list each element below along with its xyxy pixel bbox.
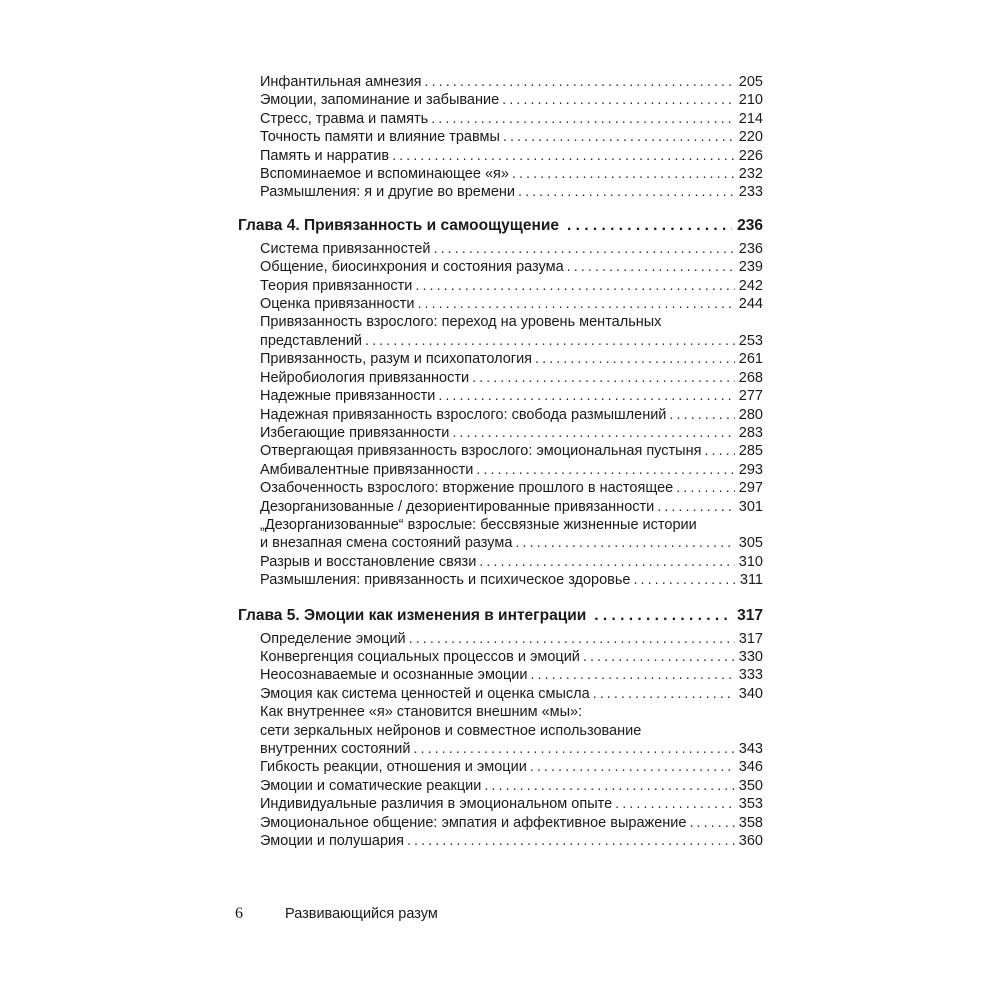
toc-entry-page: 285 [738, 443, 763, 460]
dot-leader [417, 295, 734, 313]
toc-entry-page: 242 [738, 277, 763, 294]
toc-entry-title: Отвергающая привязанность взрослого: эмоциональная пустыня [260, 443, 702, 460]
toc-entry-title: Оценка привязанности [260, 296, 415, 313]
toc-entry-title: Конвергенция социальных процессов и эмоций [260, 648, 580, 665]
toc-entry-page: 261 [738, 351, 763, 368]
toc-entry [238, 534, 763, 552]
toc-entry-title: Стресс, травма и память [260, 110, 429, 127]
dot-leader [407, 832, 735, 850]
toc-entry-page: 233 [738, 184, 763, 201]
toc-entry-page: 343 [738, 741, 763, 757]
dot-leader [431, 110, 735, 128]
dot-leader [476, 461, 734, 479]
toc-entry [238, 740, 763, 758]
toc-entry-page: 310 [738, 553, 763, 570]
dot-leader [593, 685, 735, 703]
toc-entry [238, 553, 763, 571]
toc-entry-title: Дезорганизованные / дезориентированные привязанности [260, 498, 655, 515]
toc-entry-page: 268 [738, 369, 763, 386]
dot-leader [669, 406, 734, 424]
dot-leader [583, 648, 735, 666]
chapter-title: Глава 4. Привязанность и самоощущение [238, 216, 559, 234]
dot-leader [479, 553, 735, 571]
toc-entry [238, 685, 763, 703]
dot-leader [512, 165, 735, 183]
dot-leader [409, 630, 735, 648]
toc-entry [238, 147, 763, 165]
toc-entry-title: Эмоции и полушария [260, 833, 404, 850]
toc-entry [238, 258, 763, 276]
running-title: Развивающийся разум [285, 906, 438, 922]
toc-entry-title: Эмоции и соматические реакции [260, 777, 482, 794]
dot-leader [518, 183, 735, 201]
dot-leader [530, 758, 735, 776]
dot-leader [365, 332, 735, 350]
toc-entry-title: Память и нарратив [260, 147, 390, 164]
toc-entry-title: Размышления: привязанность и психическое здоровье [260, 572, 631, 589]
dot-leader [425, 73, 735, 91]
toc-entry [238, 442, 763, 460]
toc-entry-title: Теория привязанности [260, 277, 413, 294]
toc-entry-title: Гибкость реакции, отношения и эмоции [260, 759, 527, 776]
toc-entry-title: внутренних состояний [260, 741, 411, 757]
toc-entry [238, 777, 763, 795]
toc-entry-page: 236 [738, 240, 763, 257]
toc-entry-page: 239 [738, 259, 763, 276]
page-number: 6 [235, 905, 243, 922]
toc-entry-page: 293 [738, 461, 763, 478]
toc-entry-title: Надежная привязанность взрослого: свобода размышлений [260, 406, 667, 423]
toc-entry-title: представлений [260, 332, 363, 349]
toc-entry [238, 128, 763, 146]
toc-entry-page: 311 [739, 572, 763, 589]
toc-entry [238, 424, 763, 442]
toc-entry-page: 253 [738, 332, 763, 349]
toc-entry-title: Размышления: я и другие во времени [260, 184, 516, 201]
toc-entry [238, 277, 763, 295]
dot-leader [535, 350, 735, 368]
toc-entry-page: 305 [738, 535, 763, 552]
toc-entry-line: Привязанность взрослого: переход на уровень ментальных [260, 314, 662, 331]
toc-entry [238, 814, 763, 832]
toc-entry [238, 666, 763, 684]
toc-entry-title: Вспоминаемое и вспоминающее «я» [260, 166, 509, 183]
chapter-heading [238, 216, 763, 236]
table-of-contents [238, 73, 763, 850]
toc-entry-title: Индивидуальные различия в эмоциональном опыте [260, 796, 613, 813]
toc-entry-title: Неосознаваемые и осознанные эмоции [260, 667, 528, 684]
dot-leader [567, 258, 735, 276]
toc-entry [238, 73, 763, 91]
toc-entry [238, 350, 763, 368]
toc-entry [238, 461, 763, 479]
dot-leader [413, 740, 734, 758]
dot-leader [392, 147, 735, 165]
toc-entry-title: Точность памяти и влияние травмы [260, 129, 500, 146]
toc-entry [238, 832, 763, 850]
toc-entry-title: Инфантильная амнезия [260, 74, 422, 90]
dot-leader [567, 216, 732, 236]
toc-entry [238, 387, 763, 405]
toc-entry-title: Надежные привязанности [260, 388, 436, 405]
toc-entry-page: 205 [738, 74, 763, 90]
dot-leader [452, 424, 734, 442]
toc-entry-title: Эмоции, запоминание и забывание [260, 92, 500, 109]
dot-leader [530, 666, 734, 684]
toc-entry-page: 280 [738, 406, 763, 423]
chapter-page: 236 [737, 216, 763, 234]
toc-entry-page: 283 [738, 424, 763, 441]
toc-entry-title: Система привязанностей [260, 240, 431, 257]
toc-entry-title: Разрыв и восстановление связи [260, 553, 477, 570]
toc-entry [238, 630, 763, 648]
dot-leader [502, 91, 735, 109]
toc-entry-page: 353 [738, 796, 763, 813]
chapter-page: 317 [737, 606, 763, 624]
toc-entry-page: 220 [738, 129, 763, 146]
toc-entry-title: Нейробиология привязанности [260, 369, 470, 386]
toc-entry-title: Избегающие привязанности [260, 424, 450, 441]
toc-entry-page: 350 [738, 777, 763, 794]
toc-entry-title: Амбивалентные привязанности [260, 461, 474, 478]
toc-entry-line: сети зеркальных нейронов и совместное использование [260, 722, 642, 739]
dot-leader [676, 479, 735, 497]
toc-entry-page: 360 [738, 833, 763, 850]
toc-entry-page: 214 [738, 110, 763, 127]
toc-entry [238, 479, 763, 497]
toc-entry-title: Привязанность, разум и психопатология [260, 351, 533, 368]
toc-entry-page: 232 [738, 166, 763, 183]
toc-entry [238, 165, 763, 183]
toc-entry-title: Эмоциональное общение: эмпатия и аффективное выражение [260, 814, 687, 831]
dot-leader [503, 128, 735, 146]
toc-entry [238, 571, 763, 589]
toc-entry [238, 369, 763, 387]
chapter-heading [238, 606, 763, 626]
dot-leader [615, 795, 735, 813]
toc-entry [238, 332, 763, 350]
dot-leader [434, 240, 735, 258]
dot-leader [704, 442, 734, 460]
dot-leader [515, 534, 734, 552]
toc-entry-title: Эмоция как система ценностей и оценка смысла [260, 685, 590, 702]
toc-entry-page: 244 [738, 296, 763, 313]
toc-entry [238, 183, 763, 201]
dot-leader [472, 369, 735, 387]
toc-entry [238, 498, 763, 516]
dot-leader [594, 606, 732, 626]
toc-entry-page: 317 [738, 630, 763, 647]
toc-entry-page: 358 [738, 814, 763, 831]
toc-entry-page: 226 [738, 147, 763, 164]
toc-entry-page: 297 [738, 480, 763, 497]
toc-entry [238, 406, 763, 424]
dot-leader [415, 277, 734, 295]
toc-entry-title: Озабоченность взрослого: вторжение прошлого в настоящее [260, 480, 674, 497]
toc-entry-title: Определение эмоций [260, 630, 406, 647]
toc-entry [238, 110, 763, 128]
toc-entry [238, 648, 763, 666]
dot-leader [438, 387, 734, 405]
toc-entry [238, 758, 763, 776]
toc-entry-page: 340 [738, 685, 763, 702]
chapter-title: Глава 5. Эмоции как изменения в интеграции [238, 606, 587, 624]
toc-entry-title: и внезапная смена состояний разума [260, 535, 513, 552]
dot-leader [484, 777, 734, 795]
dot-leader [657, 498, 735, 516]
dot-leader [689, 814, 734, 832]
toc-entry [238, 240, 763, 258]
toc-entry-page: 301 [738, 498, 763, 515]
toc-entry [238, 295, 763, 313]
toc-entry [238, 795, 763, 813]
toc-entry-line: „Дезорганизованные“ взрослые: бессвязные жизненные истории [260, 516, 697, 533]
dot-leader [634, 571, 736, 589]
toc-entry [238, 91, 763, 109]
toc-entry-page: 330 [738, 648, 763, 665]
toc-entry-page: 277 [738, 388, 763, 405]
toc-entry-page: 210 [738, 92, 763, 109]
toc-entry-page: 346 [738, 759, 763, 776]
toc-entry-line: Как внутреннее «я» становится внешним «мы»: [260, 704, 583, 721]
toc-entry-page: 333 [738, 667, 763, 684]
toc-entry-title: Общение, биосинхрония и состояния разума [260, 259, 564, 276]
page-footer [235, 905, 438, 923]
